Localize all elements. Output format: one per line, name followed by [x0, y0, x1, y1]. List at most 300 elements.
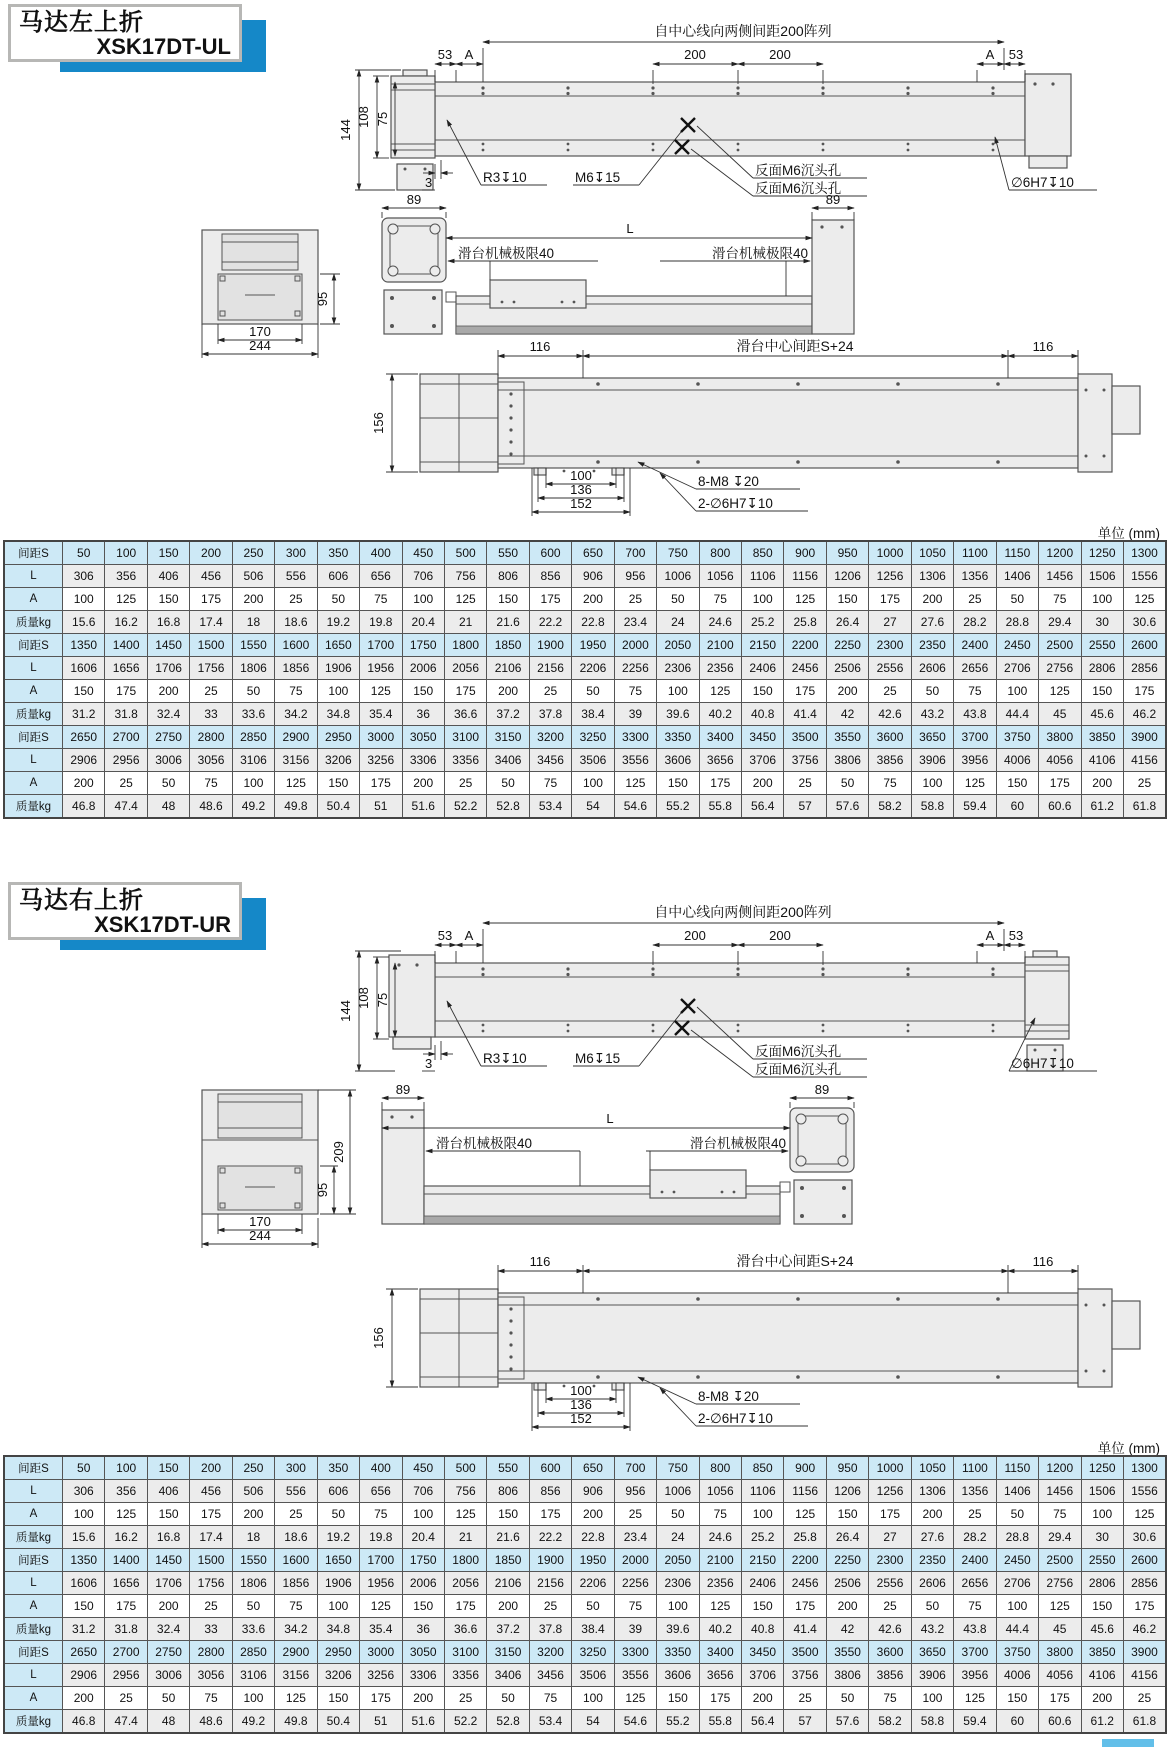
table-cell: 700: [614, 1456, 656, 1480]
table-cell: 2150: [742, 1549, 784, 1572]
table-cell: 1300: [1123, 541, 1166, 565]
table-cell: 3150: [487, 726, 529, 749]
table-cell: 3006: [147, 749, 189, 772]
table-cell: 1906: [317, 657, 359, 680]
row-label: 质量kg: [4, 795, 63, 819]
table-cell: 1550: [232, 634, 274, 657]
table-cell: 3600: [869, 1641, 911, 1664]
table-cell: 2406: [742, 657, 784, 680]
table-cell: 2450: [996, 1549, 1038, 1572]
table-cell: 37.2: [487, 703, 529, 726]
table-cell: 22.8: [572, 611, 614, 634]
table-cell: 43.8: [954, 703, 996, 726]
table-cell: 3550: [826, 726, 868, 749]
end-block-right: [1025, 74, 1071, 168]
table-cell: 3406: [487, 1664, 529, 1687]
table-cell: 49.8: [275, 795, 317, 819]
table-cell: 43.8: [954, 1618, 996, 1641]
table-cell: 21: [444, 611, 486, 634]
table-cell: 40.8: [742, 1618, 784, 1641]
table-cell: 49.8: [275, 1710, 317, 1734]
table-cell: 2356: [699, 657, 741, 680]
table-cell: 42: [826, 1618, 868, 1641]
table-cell: 3256: [360, 749, 402, 772]
table-cell: 3500: [784, 1641, 826, 1664]
table-cell: 1256: [869, 565, 911, 588]
table-cell: 950: [826, 541, 868, 565]
callout-pin-hole: ∅6H7↧10: [1011, 175, 1074, 190]
row-label: A: [4, 680, 63, 703]
table-cell: 500: [444, 541, 486, 565]
table-cell: 200: [572, 1503, 614, 1526]
table-cell: 125: [275, 772, 317, 795]
table-cell: 175: [529, 588, 571, 611]
table-cell: 2756: [1039, 657, 1081, 680]
table-cell: 3200: [529, 726, 571, 749]
table-cell: 600: [529, 1456, 571, 1480]
table-cell: 856: [529, 565, 571, 588]
table-cell: 456: [190, 565, 232, 588]
table-cell: 3056: [190, 1664, 232, 1687]
table-cell: 2206: [572, 657, 614, 680]
table-cell: 200: [742, 1687, 784, 1710]
table-cell: 200: [147, 1595, 189, 1618]
table-row: [4, 1664, 1166, 1687]
table-cell: 400: [360, 541, 402, 565]
table-cell: 2456: [784, 657, 826, 680]
table-cell: 57.6: [826, 795, 868, 819]
table-cell: 75: [699, 1503, 741, 1526]
table-cell: 51: [360, 1710, 402, 1734]
table-cell: 3250: [572, 726, 614, 749]
side-dimensions: [382, 192, 854, 296]
table-cell: 125: [1123, 588, 1166, 611]
table-cell: 1206: [826, 565, 868, 588]
table-cell: 100: [317, 1595, 359, 1618]
table-cell: 150: [487, 1503, 529, 1526]
table-cell: 506: [232, 565, 274, 588]
table-cell: 49.2: [232, 795, 274, 819]
table-cell: 700: [614, 541, 656, 565]
dim-label: 200: [769, 928, 791, 943]
table-cell: 42.6: [869, 1618, 911, 1641]
row-label: 质量kg: [4, 1618, 63, 1641]
table-cell: 1900: [529, 1549, 571, 1572]
table-cell: 175: [869, 588, 911, 611]
bottom-view-drawing: [368, 330, 1168, 520]
table-cell: 1600: [275, 634, 317, 657]
table-cell: 1000: [869, 1456, 911, 1480]
table-cell: 29.4: [1039, 1526, 1081, 1549]
table-cell: 150: [657, 772, 699, 795]
table-cell: 2500: [1039, 1549, 1081, 1572]
table-cell: 2400: [954, 634, 996, 657]
table-cell: 3456: [529, 749, 571, 772]
dim-label: 116: [1032, 1254, 1054, 1269]
table-cell: 175: [1039, 772, 1081, 795]
dim-label: 53: [1008, 928, 1024, 943]
dim-label: A: [464, 928, 474, 943]
dim-label: L: [606, 1111, 614, 1126]
table-cell: 1406: [996, 1480, 1038, 1503]
table-cell: 46.8: [63, 795, 105, 819]
table-cell: 29.4: [1039, 611, 1081, 634]
table-cell: 25.8: [784, 611, 826, 634]
table-cell: 356: [105, 565, 147, 588]
table-cell: 3806: [826, 1664, 868, 1687]
table-cell: 48: [147, 1710, 189, 1734]
table-cell: 1400: [105, 634, 147, 657]
table-cell: 125: [699, 680, 741, 703]
dim-label: 144: [338, 119, 353, 141]
table-cell: 100: [63, 1503, 105, 1526]
dim-label: 53: [1008, 47, 1024, 62]
table-cell: 18.6: [275, 611, 317, 634]
table-cell: 58.8: [911, 795, 953, 819]
table-cell: 1150: [996, 1456, 1038, 1480]
table-cell: 34.8: [317, 1618, 359, 1641]
table-cell: 2506: [826, 1572, 868, 1595]
table-cell: 3556: [614, 1664, 656, 1687]
dim-label: 自中心线向两侧间距200阵列: [654, 904, 832, 920]
table-cell: 33.6: [232, 1618, 274, 1641]
table-cell: 175: [360, 1687, 402, 1710]
table-cell: 36: [402, 703, 444, 726]
table-cell: 2200: [784, 634, 826, 657]
table-cell: 46.2: [1123, 1618, 1166, 1641]
table-cell: 150: [487, 588, 529, 611]
table-cell: 1206: [826, 1480, 868, 1503]
table-cell: 200: [1081, 1687, 1123, 1710]
table-cell: 3250: [572, 1641, 614, 1664]
table-cell: 150: [147, 541, 189, 565]
table-cell: 75: [190, 1687, 232, 1710]
dim-label: 200: [684, 47, 706, 62]
table-cell: 950: [826, 1456, 868, 1480]
table-cell: 17.4: [190, 1526, 232, 1549]
table-cell: 34.2: [275, 1618, 317, 1641]
table-cell: 25.2: [742, 1526, 784, 1549]
table-cell: 2806: [1081, 657, 1123, 680]
table-cell: 2406: [742, 1572, 784, 1595]
table-cell: 21.6: [487, 611, 529, 634]
table-cell: 2650: [63, 1641, 105, 1664]
table-cell: 1656: [105, 1572, 147, 1595]
table-row: [4, 657, 1166, 680]
side-view-drawing: [190, 1082, 850, 1252]
table-cell: 175: [1123, 1595, 1166, 1618]
table-cell: 28.8: [996, 611, 1038, 634]
table-cell: 75: [954, 680, 996, 703]
table-cell: 1450: [147, 634, 189, 657]
table-cell: 51.6: [402, 1710, 444, 1734]
table-cell: 75: [699, 588, 741, 611]
row-label: L: [4, 565, 63, 588]
table-cell: 3656: [699, 1664, 741, 1687]
table-cell: 25: [444, 772, 486, 795]
table-cell: 100: [657, 1595, 699, 1618]
table-cell: 125: [444, 588, 486, 611]
section-title: 马达左上折: [19, 9, 144, 36]
table-cell: 26.4: [826, 1526, 868, 1549]
row-label: 间距S: [4, 1641, 63, 1664]
dim-label: 200: [769, 47, 791, 62]
spec-table: [3, 540, 1167, 819]
table-cell: 3900: [1123, 1641, 1166, 1664]
table-cell: 75: [614, 1595, 656, 1618]
dim-label: 75: [375, 111, 390, 127]
section-title-badge: [8, 4, 278, 80]
table-cell: 25: [784, 772, 826, 795]
table-cell: 27: [869, 611, 911, 634]
table-cell: 200: [63, 1687, 105, 1710]
table-cell: 4106: [1081, 749, 1123, 772]
table-cell: 47.4: [105, 795, 147, 819]
table-cell: 16.2: [105, 1526, 147, 1549]
table-cell: 2306: [657, 1572, 699, 1595]
table-row: [4, 772, 1166, 795]
table-cell: 1350: [63, 1549, 105, 1572]
table-cell: 3000: [360, 1641, 402, 1664]
table-cell: 51: [360, 795, 402, 819]
table-cell: 31.2: [63, 1618, 105, 1641]
table-cell: 16.8: [147, 611, 189, 634]
table-cell: 250: [232, 541, 274, 565]
dim-label: 75: [375, 992, 390, 1008]
table-cell: 2306: [657, 657, 699, 680]
motor-block-right: [1025, 951, 1069, 1071]
table-cell: 200: [232, 1503, 274, 1526]
table-cell: 36: [402, 1618, 444, 1641]
table-row: [4, 1618, 1166, 1641]
table-cell: 706: [402, 1480, 444, 1503]
dim-label: 自中心线向两侧间距200阵列: [654, 23, 832, 39]
table-cell: 16.8: [147, 1526, 189, 1549]
table-cell: 42.6: [869, 703, 911, 726]
table-cell: 19.2: [317, 611, 359, 634]
table-cell: 1506: [1081, 565, 1123, 588]
table-cell: 50.4: [317, 795, 359, 819]
table-cell: 756: [444, 1480, 486, 1503]
table-cell: 2456: [784, 1572, 826, 1595]
table-cell: 3400: [699, 726, 741, 749]
table-cell: 45: [1039, 1618, 1081, 1641]
table-cell: 600: [529, 541, 571, 565]
table-row: [4, 795, 1166, 819]
table-cell: 3350: [657, 726, 699, 749]
table-cell: 61.2: [1081, 795, 1123, 819]
dim-label: 156: [371, 412, 386, 434]
dim-label: 89: [814, 1082, 830, 1097]
table-cell: 175: [784, 680, 826, 703]
table-cell: 45.6: [1081, 1618, 1123, 1641]
table-cell: 100: [402, 1503, 444, 1526]
table-cell: 34.8: [317, 703, 359, 726]
table-cell: 125: [954, 772, 996, 795]
table-cell: 3606: [657, 749, 699, 772]
table-cell: 60: [996, 1710, 1038, 1734]
table-cell: 506: [232, 1480, 274, 1503]
table-cell: 2300: [869, 634, 911, 657]
table-cell: 31.8: [105, 1618, 147, 1641]
table-cell: 1100: [954, 541, 996, 565]
table-cell: 50: [911, 1595, 953, 1618]
table-cell: 57: [784, 1710, 826, 1734]
table-cell: 1850: [487, 1549, 529, 1572]
unit-label: 单位 (mm): [1097, 526, 1160, 541]
table-cell: 150: [996, 772, 1038, 795]
table-cell: 3106: [232, 749, 274, 772]
table-cell: 175: [444, 1595, 486, 1618]
table-cell: 1806: [232, 657, 274, 680]
table-cell: 1406: [996, 565, 1038, 588]
table-cell: 200: [487, 1595, 529, 1618]
table-cell: 27.6: [911, 611, 953, 634]
table-cell: 406: [147, 1480, 189, 1503]
table-cell: 3056: [190, 749, 232, 772]
table-cell: 3906: [911, 749, 953, 772]
table-cell: 50: [996, 1503, 1038, 1526]
row-label: L: [4, 1480, 63, 1503]
table-cell: 1756: [190, 1572, 232, 1595]
table-cell: 656: [360, 1480, 402, 1503]
table-cell: 36.6: [444, 1618, 486, 1641]
side-profile: [382, 218, 854, 334]
table-cell: 32.4: [147, 1618, 189, 1641]
table-cell: 75: [360, 1503, 402, 1526]
table-cell: 3050: [402, 726, 444, 749]
table-cell: 150: [402, 1595, 444, 1618]
table-cell: 58.8: [911, 1710, 953, 1734]
row-label: 间距S: [4, 634, 63, 657]
table-cell: 200: [190, 1456, 232, 1480]
table-cell: 41.4: [784, 1618, 826, 1641]
table-cell: 18: [232, 611, 274, 634]
table-cell: 50: [487, 1687, 529, 1710]
table-cell: 3000: [360, 726, 402, 749]
table-cell: 2750: [147, 726, 189, 749]
dim-label: 144: [338, 1000, 353, 1022]
table-cell: 53.4: [529, 795, 571, 819]
table-cell: 500: [444, 1456, 486, 1480]
table-cell: 4056: [1039, 1664, 1081, 1687]
table-cell: 2800: [190, 726, 232, 749]
dim-label: 53: [437, 928, 453, 943]
dim-label: 3: [425, 175, 433, 190]
table-cell: 55.2: [657, 795, 699, 819]
table-cell: 50: [826, 1687, 868, 1710]
table-cell: 75: [529, 1687, 571, 1710]
table-cell: 1750: [402, 1549, 444, 1572]
dim-label: L: [626, 221, 634, 236]
table-cell: 40.8: [742, 703, 784, 726]
table-cell: 3900: [1123, 726, 1166, 749]
table-cell: 3756: [784, 1664, 826, 1687]
table-cell: 3956: [954, 1664, 996, 1687]
dim-label: 244: [249, 1228, 271, 1243]
table-cell: 27.6: [911, 1526, 953, 1549]
table-cell: 27: [869, 1526, 911, 1549]
table-cell: 1056: [699, 1480, 741, 1503]
table-cell: 3356: [444, 749, 486, 772]
table-cell: 3206: [317, 749, 359, 772]
table-cell: 1750: [402, 634, 444, 657]
table-cell: 3406: [487, 749, 529, 772]
table-cell: 2256: [614, 1572, 656, 1595]
table-cell: 45: [1039, 703, 1081, 726]
table-cell: 3856: [869, 1664, 911, 1687]
table-cell: 1050: [911, 541, 953, 565]
table-cell: 1056: [699, 565, 741, 588]
table-cell: 1200: [1039, 1456, 1081, 1480]
table-cell: 3350: [657, 1641, 699, 1664]
table-cell: 3750: [996, 1641, 1038, 1664]
callout-limit: 滑台机械极限40: [436, 1136, 533, 1151]
dim-label: 170: [249, 1214, 271, 1229]
table-row: [4, 588, 1166, 611]
table-cell: 200: [232, 588, 274, 611]
table-cell: 150: [1081, 680, 1123, 703]
table-cell: 2350: [911, 1549, 953, 1572]
table-cell: 53.4: [529, 1710, 571, 1734]
table-cell: 50: [147, 1687, 189, 1710]
table-cell: 75: [869, 1687, 911, 1710]
dim-label: 156: [371, 1327, 386, 1349]
table-cell: 46.2: [1123, 703, 1166, 726]
table-cell: 1550: [232, 1549, 274, 1572]
table-cell: 1956: [360, 1572, 402, 1595]
table-cell: 38.4: [572, 703, 614, 726]
table-cell: 54.6: [614, 1710, 656, 1734]
table-cell: 3756: [784, 749, 826, 772]
table-cell: 2850: [232, 1641, 274, 1664]
table-row: [4, 1710, 1166, 1734]
table-cell: 56.4: [742, 1710, 784, 1734]
table-cell: 125: [614, 772, 656, 795]
table-cell: 54.6: [614, 795, 656, 819]
table-cell: 52.8: [487, 1710, 529, 1734]
row-label: 间距S: [4, 541, 63, 565]
table-cell: 150: [317, 1687, 359, 1710]
table-cell: 1950: [572, 634, 614, 657]
table-cell: 250: [232, 1456, 274, 1480]
row-label: A: [4, 588, 63, 611]
bottom-rail: [420, 374, 1140, 475]
table-cell: 1200: [1039, 541, 1081, 565]
table-cell: 100: [911, 772, 953, 795]
table-cell: 650: [572, 541, 614, 565]
table-cell: 150: [826, 588, 868, 611]
table-cell: 75: [275, 1595, 317, 1618]
table-cell: 31.2: [63, 703, 105, 726]
table-cell: 57.6: [826, 1710, 868, 1734]
table-cell: 100: [105, 1456, 147, 1480]
table-cell: 25: [529, 680, 571, 703]
table-cell: 3706: [742, 749, 784, 772]
table-row: [4, 541, 1166, 565]
table-cell: 2500: [1039, 634, 1081, 657]
row-label: 间距S: [4, 726, 63, 749]
row-label: A: [4, 1503, 63, 1526]
table-cell: 2250: [826, 1549, 868, 1572]
table-cell: 28.8: [996, 1526, 1038, 1549]
table-cell: 30.6: [1123, 611, 1166, 634]
table-row: [4, 680, 1166, 703]
table-cell: 906: [572, 1480, 614, 1503]
table-cell: 806: [487, 565, 529, 588]
callout-pin-hole: ∅6H7↧10: [1011, 1056, 1074, 1071]
table-cell: 50: [63, 1456, 105, 1480]
